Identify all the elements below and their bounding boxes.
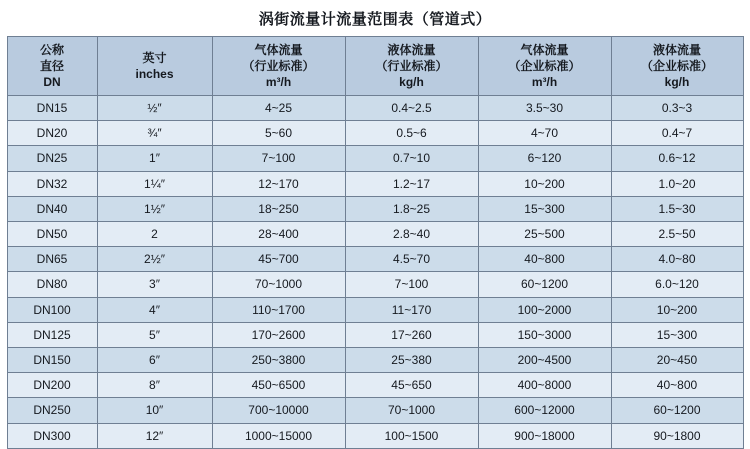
cell-liquid-enterprise: 0.3~3: [611, 96, 743, 121]
cell-liquid-enterprise: 2.5~50: [611, 222, 743, 247]
header-line-2: （企业标准）: [508, 59, 581, 73]
header-line-1: 英寸: [142, 51, 167, 65]
column-header-inches: [97, 37, 212, 96]
cell-liquid-industry: 0.7~10: [345, 146, 478, 171]
cell-inches: 2: [97, 222, 212, 247]
cell-inches: 3″: [97, 272, 212, 297]
header-line-3: inches: [135, 67, 174, 81]
cell-liquid-industry: 1.8~25: [345, 196, 478, 221]
table-row: [7, 146, 743, 171]
cell-liquid-enterprise: 6.0~120: [611, 272, 743, 297]
header-line-1: 气体流量: [520, 43, 569, 57]
column-header-gas-flow-enterprise: [478, 37, 611, 96]
cell-gas-enterprise: 3.5~30: [478, 96, 611, 121]
table-row: [7, 196, 743, 221]
header-line-2: （企业标准）: [640, 59, 713, 73]
cell-inches: 1¼″: [97, 171, 212, 196]
flow-range-table: [7, 36, 744, 449]
cell-liquid-enterprise: 0.4~7: [611, 121, 743, 146]
table-row: [7, 171, 743, 196]
column-header-nominal-diameter: [7, 37, 97, 96]
cell-nominal-diameter: DN50: [7, 222, 97, 247]
cell-liquid-industry: 0.5~6: [345, 121, 478, 146]
cell-gas-enterprise: 600~12000: [478, 398, 611, 423]
cell-gas-industry: 28~400: [212, 222, 345, 247]
cell-liquid-industry: 1.2~17: [345, 171, 478, 196]
header-line-1: 气体流量: [254, 43, 303, 57]
cell-gas-enterprise: 6~120: [478, 146, 611, 171]
table-row: [7, 373, 743, 398]
cell-inches: 1″: [97, 146, 212, 171]
cell-liquid-industry: 2.8~40: [345, 222, 478, 247]
cell-gas-industry: 700~10000: [212, 398, 345, 423]
cell-liquid-industry: 7~100: [345, 272, 478, 297]
cell-gas-industry: 12~170: [212, 171, 345, 196]
table-body: [7, 96, 743, 449]
table-row: [7, 121, 743, 146]
header-line-2: 直径: [39, 59, 64, 73]
cell-gas-enterprise: 25~500: [478, 222, 611, 247]
column-header-liquid-flow-industry: [345, 37, 478, 96]
cell-gas-enterprise: 100~2000: [478, 297, 611, 322]
cell-liquid-enterprise: 1.5~30: [611, 196, 743, 221]
cell-nominal-diameter: DN25: [7, 146, 97, 171]
cell-gas-industry: 250~3800: [212, 348, 345, 373]
cell-gas-industry: 110~1700: [212, 297, 345, 322]
cell-gas-industry: 170~2600: [212, 322, 345, 347]
cell-gas-enterprise: 60~1200: [478, 272, 611, 297]
cell-gas-industry: 70~1000: [212, 272, 345, 297]
page-title: 涡街流量计流量范围表（管道式）: [258, 11, 492, 28]
cell-inches: ¾″: [97, 121, 212, 146]
table-row: [7, 222, 743, 247]
header-line-1: 液体流量: [387, 43, 436, 57]
cell-gas-enterprise: 40~800: [478, 247, 611, 272]
cell-nominal-diameter: DN20: [7, 121, 97, 146]
cell-gas-enterprise: 15~300: [478, 196, 611, 221]
header-line-2: （行业标准）: [375, 59, 448, 73]
header-line-1: 液体流量: [652, 43, 701, 57]
cell-gas-enterprise: 10~200: [478, 171, 611, 196]
cell-nominal-diameter: DN150: [7, 348, 97, 373]
cell-liquid-industry: 70~1000: [345, 398, 478, 423]
cell-gas-industry: 18~250: [212, 196, 345, 221]
header-line-3: m³/h: [531, 75, 558, 89]
cell-liquid-enterprise: 20~450: [611, 348, 743, 373]
cell-liquid-industry: 17~260: [345, 322, 478, 347]
cell-gas-enterprise: 900~18000: [478, 423, 611, 448]
cell-gas-enterprise: 200~4500: [478, 348, 611, 373]
cell-gas-industry: 5~60: [212, 121, 345, 146]
cell-gas-industry: 1000~15000: [212, 423, 345, 448]
cell-inches: ½″: [97, 96, 212, 121]
cell-gas-industry: 45~700: [212, 247, 345, 272]
column-header-liquid-flow-enterprise: [611, 37, 743, 96]
cell-liquid-industry: 25~380: [345, 348, 478, 373]
header-line-1: 公称: [39, 43, 64, 57]
cell-liquid-industry: 11~170: [345, 297, 478, 322]
table-row: [7, 348, 743, 373]
cell-inches: 5″: [97, 322, 212, 347]
table-row: [7, 322, 743, 347]
cell-liquid-industry: 100~1500: [345, 423, 478, 448]
header-line-3: m³/h: [265, 75, 292, 89]
cell-inches: 8″: [97, 373, 212, 398]
table-row: [7, 398, 743, 423]
cell-nominal-diameter: DN40: [7, 196, 97, 221]
cell-liquid-enterprise: 0.6~12: [611, 146, 743, 171]
cell-liquid-industry: 4.5~70: [345, 247, 478, 272]
cell-nominal-diameter: DN300: [7, 423, 97, 448]
header-line-2: （行业标准）: [242, 59, 315, 73]
header-line-3: DN: [43, 75, 61, 89]
cell-nominal-diameter: DN200: [7, 373, 97, 398]
cell-gas-enterprise: 4~70: [478, 121, 611, 146]
cell-nominal-diameter: DN125: [7, 322, 97, 347]
cell-gas-enterprise: 150~3000: [478, 322, 611, 347]
cell-inches: 12″: [97, 423, 212, 448]
cell-gas-industry: 7~100: [212, 146, 345, 171]
table-row: [7, 272, 743, 297]
cell-gas-industry: 450~6500: [212, 373, 345, 398]
table-row: [7, 247, 743, 272]
cell-liquid-enterprise: 90~1800: [611, 423, 743, 448]
cell-nominal-diameter: DN80: [7, 272, 97, 297]
cell-gas-enterprise: 400~8000: [478, 373, 611, 398]
table-row: [7, 297, 743, 322]
cell-liquid-enterprise: 40~800: [611, 373, 743, 398]
cell-inches: 2½″: [97, 247, 212, 272]
table-header: [7, 37, 743, 96]
cell-liquid-enterprise: 15~300: [611, 322, 743, 347]
cell-liquid-industry: 45~650: [345, 373, 478, 398]
header-row: [7, 37, 743, 96]
cell-gas-industry: 4~25: [212, 96, 345, 121]
cell-nominal-diameter: DN32: [7, 171, 97, 196]
column-header-gas-flow-industry: [212, 37, 345, 96]
header-line-3: kg/h: [399, 75, 424, 89]
cell-inches: 10″: [97, 398, 212, 423]
cell-inches: 6″: [97, 348, 212, 373]
cell-liquid-enterprise: 10~200: [611, 297, 743, 322]
cell-nominal-diameter: DN250: [7, 398, 97, 423]
cell-nominal-diameter: DN15: [7, 96, 97, 121]
cell-liquid-enterprise: 1.0~20: [611, 171, 743, 196]
cell-inches: 1½″: [97, 196, 212, 221]
cell-liquid-industry: 0.4~2.5: [345, 96, 478, 121]
cell-liquid-enterprise: 4.0~80: [611, 247, 743, 272]
cell-liquid-enterprise: 60~1200: [611, 398, 743, 423]
cell-inches: 4″: [97, 297, 212, 322]
header-line-3: kg/h: [664, 75, 690, 89]
cell-nominal-diameter: DN65: [7, 247, 97, 272]
cell-nominal-diameter: DN100: [7, 297, 97, 322]
table-row: [7, 96, 743, 121]
